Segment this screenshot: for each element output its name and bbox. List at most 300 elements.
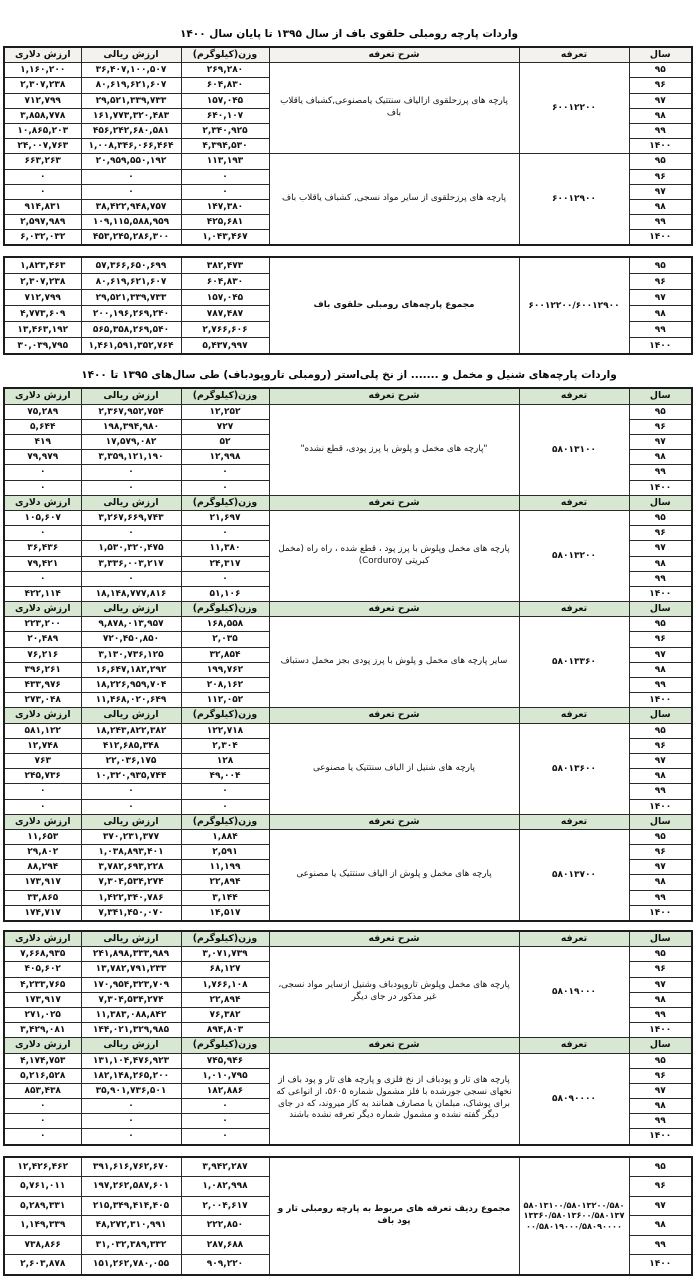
column-header-tariff: تعرفه <box>519 495 629 510</box>
rial-value-cell: ۱۷,۵۷۹,۰۸۲ <box>81 435 181 450</box>
year-cell: ۱۴۰۰ <box>629 799 692 814</box>
rial-value-cell: ۴۱۲,۶۸۵,۳۴۸ <box>81 738 181 753</box>
weight-kg-cell: ۹۰۹,۲۲۰ <box>181 1255 269 1275</box>
rial-value-cell: ۲۹,۵۲۱,۳۳۹,۷۳۳ <box>81 290 181 306</box>
tariff-code-cell: ۶۰۰۱۲۲۰۰/۶۰۰۱۲۹۰۰ <box>519 257 629 354</box>
year-cell: ۱۴۰۰ <box>629 586 692 601</box>
weight-kg-cell: ۶۸,۱۲۷ <box>181 962 269 977</box>
year-cell: ۹۹ <box>629 784 692 799</box>
rial-value-cell: ۲۰,۹۵۹,۵۵۰,۱۹۲ <box>81 154 181 169</box>
year-cell: ۹۹ <box>629 322 692 338</box>
dollar-value-cell: ۲,۵۹۷,۹۸۹ <box>4 215 81 230</box>
rial-value-cell: ۷,۳۰۴,۵۳۴,۲۷۴ <box>81 992 181 1007</box>
weight-kg-cell: ۲۲,۸۹۴ <box>181 875 269 890</box>
dollar-value-cell: ۴۱۹ <box>4 435 81 450</box>
column-header-desc: شرح تعرفه <box>269 814 519 829</box>
dollar-value-cell: ۰ <box>4 784 81 799</box>
year-cell: ۹۶ <box>629 78 692 93</box>
weight-kg-cell: ۲,۷۶۶,۶۰۶ <box>181 322 269 338</box>
spacer <box>5 922 693 930</box>
weight-kg-cell: ۰ <box>181 784 269 799</box>
weight-kg-cell: ۰ <box>181 1114 269 1129</box>
weight-kg-cell: ۰ <box>181 571 269 586</box>
year-cell: ۹۵ <box>629 617 692 632</box>
column-header-desc: شرح تعرفه <box>269 708 519 723</box>
weight-kg-cell: ۴,۳۹۴,۵۳۰ <box>181 139 269 154</box>
weight-kg-cell: ۰ <box>181 799 269 814</box>
rial-value-cell: ۲۹,۵۲۱,۳۳۹,۷۳۳ <box>81 93 181 108</box>
table1-knitted-fabrics <box>3 46 693 246</box>
year-cell: ۱۴۰۰ <box>629 480 692 495</box>
year-cell: ۹۷ <box>629 753 692 768</box>
dollar-value-cell: ۲۴۵,۷۳۶ <box>4 769 81 784</box>
rial-value-cell: ۱۵۱,۲۶۲,۷۸۰,۰۵۵ <box>81 1255 181 1275</box>
column-header-year: سال <box>629 1038 692 1053</box>
year-cell: ۹۸ <box>629 450 692 465</box>
dollar-value-cell: ۲۷۱,۰۲۵ <box>4 1007 81 1022</box>
column-header-desc: شرح تعرفه <box>269 602 519 617</box>
tariff-code-cell: ۶۰۰۱۲۹۰۰ <box>519 154 629 246</box>
year-cell: ۹۵ <box>629 404 692 419</box>
weight-kg-cell: ۵,۴۳۷,۹۹۷ <box>181 338 269 355</box>
weight-kg-cell: ۳۲,۸۵۴ <box>181 647 269 662</box>
weight-kg-cell: ۰ <box>181 526 269 541</box>
rial-value-cell: ۳۶,۴۰۷,۱۰۰,۵۰۷ <box>81 63 181 78</box>
year-cell: ۹۹ <box>629 890 692 905</box>
weight-kg-cell: ۱,۷۶۶,۱۰۸ <box>181 977 269 992</box>
weight-kg-cell: ۱۱۲,۰۵۲ <box>181 693 269 708</box>
dollar-value-cell: ۱۰,۸۶۵,۲۰۳ <box>4 123 81 138</box>
rial-value-cell: ۱,۰۳۸,۸۹۳,۴۰۱ <box>81 845 181 860</box>
table-row <box>4 154 692 169</box>
weight-kg-cell: ۱۵۷,۰۴۵ <box>181 93 269 108</box>
rial-value-cell: ۲۴۱,۸۹۸,۳۳۳,۹۸۹ <box>81 947 181 962</box>
column-header-tariff: تعرفه <box>519 47 629 63</box>
dollar-value-cell: ۴۳۳,۹۷۶ <box>4 678 81 693</box>
dollar-value-cell: ۵,۶۴۴ <box>4 419 81 434</box>
weight-kg-cell: ۸۹۴,۸۰۳ <box>181 1023 269 1038</box>
weight-kg-cell: ۳,۹۴۲,۲۸۷ <box>181 1157 269 1177</box>
year-cell: ۹۹ <box>629 678 692 693</box>
tariff-code-cell: ۵۸۰۱۳۶۰۰ <box>519 723 629 814</box>
weight-kg-cell: ۱۱۳,۱۹۳ <box>181 154 269 169</box>
weight-kg-cell: ۰ <box>181 465 269 480</box>
rial-value-cell: ۱,۰۰۸,۳۴۶,۰۶۶,۴۶۴ <box>81 139 181 154</box>
year-cell: ۹۵ <box>629 829 692 844</box>
column-header-dollar: ارزش دلاری <box>4 708 81 723</box>
dollar-value-cell: ۲۴,۰۰۷,۷۶۳ <box>4 139 81 154</box>
year-cell: ۹۷ <box>629 1083 692 1098</box>
dollar-value-cell: ۷۶۳ <box>4 753 81 768</box>
year-cell: ۹۸ <box>629 662 692 677</box>
dollar-value-cell: ۱,۱۴۹,۳۳۹ <box>4 1216 81 1236</box>
weight-kg-cell: ۴۲۵,۶۸۱ <box>181 215 269 230</box>
year-cell: ۹۹ <box>629 465 692 480</box>
column-header-row <box>4 1038 692 1053</box>
column-header-year: سال <box>629 495 692 510</box>
dollar-value-cell: ۷۵,۲۸۹ <box>4 404 81 419</box>
tariff-description-cell: مجموع پارچه‌های رومبلی حلقوی باف <box>269 257 519 354</box>
rial-value-cell: ۵۶۵,۳۵۸,۲۶۹,۵۴۰ <box>81 322 181 338</box>
dollar-value-cell: ۴,۷۷۳,۶۰۹ <box>4 306 81 322</box>
dollar-value-cell: ۴۰۵,۶۰۲ <box>4 962 81 977</box>
rial-value-cell: ۳۵,۹۰۱,۷۳۶,۵۰۱ <box>81 1083 181 1098</box>
year-cell: ۹۷ <box>629 860 692 875</box>
year-cell: ۹۷ <box>629 435 692 450</box>
column-header-rial: ارزش ریالی <box>81 814 181 829</box>
dollar-value-cell: ۱۷۳,۹۱۷ <box>4 875 81 890</box>
year-cell: ۱۴۰۰ <box>629 1255 692 1275</box>
column-header-dollar: ارزش دلاری <box>4 1038 81 1053</box>
column-header-rial: ارزش ریالی <box>81 931 181 947</box>
rial-value-cell: ۳,۷۸۲,۶۹۳,۲۲۸ <box>81 860 181 875</box>
year-cell: ۹۷ <box>629 93 692 108</box>
column-header-year: سال <box>629 931 692 947</box>
year-cell: ۱۴۰۰ <box>629 1129 692 1145</box>
table-row <box>4 829 692 844</box>
dollar-value-cell: ۱,۱۶۰,۲۰۰ <box>4 63 81 78</box>
year-cell: ۹۷ <box>629 647 692 662</box>
year-cell: ۹۸ <box>629 108 692 123</box>
dollar-value-cell: ۴۲۲,۱۱۴ <box>4 586 81 601</box>
year-cell: ۹۶ <box>629 169 692 184</box>
column-header-dollar: ارزش دلاری <box>4 602 81 617</box>
column-header-row <box>4 814 692 829</box>
dollar-value-cell: ۸۵۳,۴۳۸ <box>4 1083 81 1098</box>
year-cell: ۱۴۰۰ <box>629 905 692 921</box>
table2-woven-fabrics-part2 <box>3 930 693 1146</box>
rial-value-cell: ۱,۴۲۲,۳۴۰,۷۸۶ <box>81 890 181 905</box>
rial-value-cell: ۱۷۰,۹۵۴,۳۲۳,۷۰۹ <box>81 977 181 992</box>
weight-kg-cell: ۱۴,۵۱۷ <box>181 905 269 921</box>
table-row <box>4 510 692 525</box>
weight-kg-cell: ۱۲۸ <box>181 753 269 768</box>
rial-value-cell: ۱۹۸,۳۹۴,۹۸۰ <box>81 419 181 434</box>
weight-kg-cell: ۱۶۸,۵۵۸ <box>181 617 269 632</box>
year-cell: ۱۴۰۰ <box>629 693 692 708</box>
weight-kg-cell: ۲۱,۶۹۷ <box>181 510 269 525</box>
column-header-row <box>4 708 692 723</box>
dollar-value-cell: ۲۲۳,۲۰۰ <box>4 617 81 632</box>
weight-kg-cell: ۰ <box>181 169 269 184</box>
weight-kg-cell: ۱,۰۸۲,۹۹۸ <box>181 1177 269 1197</box>
weight-kg-cell: ۱۲,۹۹۸ <box>181 450 269 465</box>
table-row <box>4 63 692 78</box>
dollar-value-cell: ۶۶۳,۲۶۳ <box>4 154 81 169</box>
year-cell: ۹۵ <box>629 723 692 738</box>
dollar-value-cell: ۵۸۱,۱۲۲ <box>4 723 81 738</box>
dollar-value-cell: ۷۳۸,۸۶۶ <box>4 1235 81 1255</box>
column-header-weight: وزن(کیلوگرم) <box>181 814 269 829</box>
tariff-description-cell: مجموع ردیف تعرفه های مربوط به پارچه رومبلی تار و پود باف <box>269 1157 519 1275</box>
year-cell: ۹۶ <box>629 419 692 434</box>
rial-value-cell: ۳۹۱,۶۱۶,۷۶۲,۶۷۰ <box>81 1157 181 1177</box>
weight-kg-cell: ۲,۰۳۵ <box>181 632 269 647</box>
rial-value-cell: ۲۰۰,۱۹۶,۲۶۹,۲۴۰ <box>81 306 181 322</box>
rial-value-cell: ۱۹۷,۲۶۲,۵۸۷,۶۰۱ <box>81 1177 181 1197</box>
dollar-value-cell: ۰ <box>4 571 81 586</box>
rial-value-cell: ۰ <box>81 571 181 586</box>
column-header-desc: شرح تعرفه <box>269 495 519 510</box>
dollar-value-cell: ۱۷۴,۷۱۷ <box>4 905 81 921</box>
column-header-tariff: تعرفه <box>519 814 629 829</box>
column-header-tariff: تعرفه <box>519 931 629 947</box>
rial-value-cell: ۱,۵۳۰,۳۲۰,۴۷۵ <box>81 541 181 556</box>
rial-value-cell: ۳,۱۳۰,۷۳۶,۱۲۵ <box>81 647 181 662</box>
dollar-value-cell: ۱۳,۴۶۳,۱۹۲ <box>4 322 81 338</box>
year-cell: ۹۶ <box>629 274 692 290</box>
rial-value-cell: ۴۵۳,۲۴۵,۲۸۶,۳۰۰ <box>81 230 181 246</box>
rial-value-cell: ۲۲,۰۳۶,۱۷۵ <box>81 753 181 768</box>
column-header-row <box>4 47 692 63</box>
year-cell: ۹۵ <box>629 154 692 169</box>
dollar-value-cell: ۰ <box>4 799 81 814</box>
year-cell: ۹۹ <box>629 1007 692 1022</box>
column-header-rial: ارزش ریالی <box>81 495 181 510</box>
weight-kg-cell: ۱۴۷,۳۸۰ <box>181 199 269 214</box>
table-row <box>4 723 692 738</box>
rial-value-cell: ۳۷۰,۲۳۱,۳۷۷ <box>81 829 181 844</box>
dollar-value-cell: ۳,۴۲۹,۰۸۱ <box>4 1023 81 1038</box>
weight-kg-cell: ۰ <box>181 184 269 199</box>
weight-kg-cell: ۴۹,۰۰۴ <box>181 769 269 784</box>
weight-kg-cell: ۰ <box>181 480 269 495</box>
tariff-description-cell: پارچه های تار و پودباف از نخ فلزی و پارچه های تار و پود باف از نخهای نسجی جورشده با فلز مشمول شماره ۵۶۰۵، از انواعی که برای پوشاک، مبلمان یا مصارف همانند به کار میروند، که در جای دیگر گفته نشده و مشمول شماره دیگر تعرفه نشده باشند <box>269 1053 519 1145</box>
weight-kg-cell: ۷۴۵,۹۴۶ <box>181 1053 269 1068</box>
table2-summary <box>3 1156 693 1276</box>
column-header-row <box>4 602 692 617</box>
year-cell: ۹۸ <box>629 1099 692 1114</box>
rial-value-cell: ۲,۳۶۷,۹۵۲,۷۵۴ <box>81 404 181 419</box>
year-cell: ۹۸ <box>629 769 692 784</box>
weight-kg-cell: ۲۸۷,۶۸۸ <box>181 1235 269 1255</box>
tariff-description-cell: پارچه های مخمل و پلوش از الیاف سنتتیک یا مصنوعی <box>269 829 519 921</box>
year-cell: ۱۴۰۰ <box>629 230 692 246</box>
table2-woven-fabrics-part1 <box>3 387 693 922</box>
rial-value-cell: ۰ <box>81 480 181 495</box>
weight-kg-cell: ۱,۸۸۴ <box>181 829 269 844</box>
table1-title: واردات پارچه رومبلی حلقوی باف از سال ۱۳۹۵ تا پایان سال ۱۴۰۰ <box>179 28 519 40</box>
rial-value-cell: ۰ <box>81 1099 181 1114</box>
dollar-value-cell: ۷۱۲,۷۹۹ <box>4 290 81 306</box>
weight-kg-cell: ۲۲۲,۸۵۰ <box>181 1216 269 1236</box>
column-header-rial: ارزش ریالی <box>81 47 181 63</box>
rial-value-cell: ۱۸,۲۲۶,۹۵۹,۷۰۴ <box>81 678 181 693</box>
column-header-rial: ارزش ریالی <box>81 708 181 723</box>
weight-kg-cell: ۱۲۲,۷۱۸ <box>181 723 269 738</box>
tariff-code-cell: ۵۸۰۱۳۲۰۰ <box>519 510 629 601</box>
year-cell: ۹۶ <box>629 962 692 977</box>
dollar-value-cell: ۷۹,۴۲۱ <box>4 556 81 571</box>
rial-value-cell: ۳,۲۶۷,۶۶۹,۷۴۳ <box>81 510 181 525</box>
weight-kg-cell: ۱۵۷,۰۴۵ <box>181 290 269 306</box>
column-header-tariff: تعرفه <box>519 602 629 617</box>
weight-kg-cell: ۱۲,۲۵۲ <box>181 404 269 419</box>
column-header-weight: وزن(کیلوگرم) <box>181 47 269 63</box>
weight-kg-cell: ۱,۰۱۰,۷۹۵ <box>181 1068 269 1083</box>
dollar-value-cell: ۲,۳۰۷,۲۳۸ <box>4 78 81 93</box>
dollar-value-cell: ۲,۳۰۷,۲۳۸ <box>4 274 81 290</box>
weight-kg-cell: ۲۴,۳۱۷ <box>181 556 269 571</box>
dollar-value-cell: ۴,۱۷۴,۷۵۳ <box>4 1053 81 1068</box>
rial-value-cell: ۱۸,۱۴۸,۷۷۷,۸۱۶ <box>81 586 181 601</box>
column-header-desc: شرح تعرفه <box>269 931 519 947</box>
table-row <box>4 617 692 632</box>
dollar-value-cell: ۶,۰۳۲,۰۳۲ <box>4 230 81 246</box>
year-cell: ۹۵ <box>629 1157 692 1177</box>
column-header-weight: وزن(کیلوگرم) <box>181 1038 269 1053</box>
column-header-desc: شرح تعرفه <box>269 1038 519 1053</box>
weight-kg-cell: ۱۱,۱۹۹ <box>181 860 269 875</box>
rial-value-cell: ۳۱,۰۳۲,۳۸۹,۳۳۲ <box>81 1235 181 1255</box>
weight-kg-cell: ۲۲,۸۹۴ <box>181 992 269 1007</box>
dollar-value-cell: ۲۷۳,۰۴۸ <box>4 693 81 708</box>
weight-kg-cell: ۷۸۷,۴۸۷ <box>181 306 269 322</box>
column-header-dollar: ارزش دلاری <box>4 495 81 510</box>
rial-value-cell: ۷,۳۴۱,۴۵۰,۰۷۰ <box>81 905 181 921</box>
column-header-tariff: تعرفه <box>519 708 629 723</box>
rial-value-cell: ۳۸,۴۲۲,۹۴۸,۷۵۷ <box>81 199 181 214</box>
rial-value-cell: ۸۰,۶۱۹,۶۲۱,۶۰۷ <box>81 274 181 290</box>
year-cell: ۹۸ <box>629 875 692 890</box>
column-header-year: سال <box>629 388 692 404</box>
dollar-value-cell: ۹۱۴,۸۳۱ <box>4 199 81 214</box>
year-cell: ۹۵ <box>629 257 692 274</box>
weight-kg-cell: ۱۹۹,۷۶۲ <box>181 662 269 677</box>
year-cell: ۹۷ <box>629 977 692 992</box>
dollar-value-cell: ۰ <box>4 1099 81 1114</box>
year-cell: ۹۷ <box>629 541 692 556</box>
weight-kg-cell: ۳۸۲,۴۷۳ <box>181 257 269 274</box>
table-row <box>4 1157 692 1177</box>
rial-value-cell: ۹,۸۷۸,۰۱۳,۹۵۷ <box>81 617 181 632</box>
column-header-row <box>4 931 692 947</box>
rial-value-cell: ۱۰۹,۱۱۵,۵۸۸,۹۵۹ <box>81 215 181 230</box>
rial-value-cell: ۱۸۲,۱۴۸,۲۶۵,۲۰۰ <box>81 1068 181 1083</box>
table-row <box>4 1053 692 1068</box>
rial-value-cell: ۰ <box>81 1129 181 1145</box>
year-cell: ۹۹ <box>629 571 692 586</box>
year-cell: ۹۶ <box>629 632 692 647</box>
rial-value-cell: ۰ <box>81 169 181 184</box>
dollar-value-cell: ۵,۲۱۶,۵۲۸ <box>4 1068 81 1083</box>
column-header-weight: وزن(کیلوگرم) <box>181 708 269 723</box>
tariff-description-cell: پارچه های پرزحلقوی ازالیاف سنتتیک یامصنوعی,کشباف یاقلاب باف <box>269 63 519 154</box>
year-cell: ۱۴۰۰ <box>629 1023 692 1038</box>
weight-kg-cell: ۷۶,۳۸۲ <box>181 1007 269 1022</box>
column-header-rial: ارزش ریالی <box>81 1038 181 1053</box>
dollar-value-cell: ۴,۲۳۳,۷۶۵ <box>4 977 81 992</box>
dollar-value-cell: ۸۸,۲۹۴ <box>4 860 81 875</box>
rial-value-cell: ۱۰,۳۲۰,۹۳۵,۷۴۴ <box>81 769 181 784</box>
weight-kg-cell: ۱,۰۴۳,۴۶۷ <box>181 230 269 246</box>
dollar-value-cell: ۷۱۲,۷۹۹ <box>4 93 81 108</box>
weight-kg-cell: ۲۶۹,۲۸۰ <box>181 63 269 78</box>
table2-title: واردات پارچه‌های شنیل و مخمل و ....... از نخ پلی‌استر (رومبلی تاروپودباف) طی سال‌های ۱۳۹۵ تا ۱۴۰۰ <box>81 369 617 382</box>
dollar-value-cell: ۰ <box>4 169 81 184</box>
rial-value-cell: ۱۱,۴۶۸,۰۲۰,۶۴۹ <box>81 693 181 708</box>
year-cell: ۱۴۰۰ <box>629 139 692 154</box>
rial-value-cell: ۴۸,۲۷۲,۳۱۰,۹۹۱ <box>81 1216 181 1236</box>
year-cell: ۹۸ <box>629 199 692 214</box>
weight-kg-cell: ۲,۳۴۰,۹۲۵ <box>181 123 269 138</box>
weight-kg-cell: ۱۱,۳۸۰ <box>181 541 269 556</box>
tariff-code-cell: ۵۸۰۱۳۳۶۰ <box>519 617 629 708</box>
tariff-description-cell: پارچه های پرزحلقوی از سایر مواد نسجی, کشباف یاقلاب باف <box>269 154 519 246</box>
year-cell: ۹۶ <box>629 526 692 541</box>
dollar-value-cell: ۳۶,۴۳۶ <box>4 541 81 556</box>
spacer <box>5 246 693 256</box>
rial-value-cell: ۵۷,۳۶۶,۶۵۰,۶۹۹ <box>81 257 181 274</box>
dollar-value-cell: ۱,۸۲۳,۴۶۳ <box>4 257 81 274</box>
weight-kg-cell: ۳,۱۴۴ <box>181 890 269 905</box>
rial-value-cell: ۰ <box>81 799 181 814</box>
column-header-row <box>4 495 692 510</box>
weight-kg-cell: ۶۰۴,۸۳۰ <box>181 274 269 290</box>
rial-value-cell: ۱۶,۶۴۷,۱۸۲,۲۹۲ <box>81 662 181 677</box>
dollar-value-cell: ۰ <box>4 480 81 495</box>
tariff-code-cell: ۵۸۰۹۰۰۰۰ <box>519 1053 629 1145</box>
column-header-desc: شرح تعرفه <box>269 388 519 404</box>
dollar-value-cell: ۱۱,۶۵۳ <box>4 829 81 844</box>
rial-value-cell: ۰ <box>81 1114 181 1129</box>
rial-value-cell: ۱۳,۷۸۲,۷۹۱,۲۳۳ <box>81 962 181 977</box>
year-cell: ۹۵ <box>629 510 692 525</box>
column-header-year: سال <box>629 47 692 63</box>
rial-value-cell: ۰ <box>81 184 181 199</box>
column-header-year: سال <box>629 602 692 617</box>
column-header-weight: وزن(کیلوگرم) <box>181 495 269 510</box>
rial-value-cell: ۲۱۵,۳۴۹,۴۱۴,۴۰۵ <box>81 1196 181 1216</box>
rial-value-cell: ۳,۳۵۹,۱۲۱,۱۹۰ <box>81 450 181 465</box>
year-cell: ۹۷ <box>629 184 692 199</box>
column-header-rial: ارزش ریالی <box>81 388 181 404</box>
dollar-value-cell: ۰ <box>4 1129 81 1145</box>
rial-value-cell: ۴۵۶,۲۴۲,۶۸۰,۵۸۱ <box>81 123 181 138</box>
column-header-dollar: ارزش دلاری <box>4 931 81 947</box>
year-cell: ۹۸ <box>629 556 692 571</box>
dollar-value-cell: ۳۳,۸۶۵ <box>4 890 81 905</box>
weight-kg-cell: ۲۰۸,۱۶۲ <box>181 678 269 693</box>
column-header-desc: شرح تعرفه <box>269 47 519 63</box>
year-cell: ۹۵ <box>629 1053 692 1068</box>
rial-value-cell: ۰ <box>81 784 181 799</box>
year-cell: ۹۹ <box>629 1235 692 1255</box>
weight-kg-cell: ۲,۵۹۱ <box>181 845 269 860</box>
weight-kg-cell: ۰ <box>181 1099 269 1114</box>
weight-kg-cell: ۲,۰۰۴,۶۱۷ <box>181 1196 269 1216</box>
weight-kg-cell: ۵۱,۱۰۶ <box>181 586 269 601</box>
dollar-value-cell: ۳,۸۵۸,۷۷۸ <box>4 108 81 123</box>
year-cell: ۹۵ <box>629 947 692 962</box>
weight-kg-cell: ۰ <box>181 1129 269 1145</box>
dollar-value-cell: ۲۹,۸۰۲ <box>4 845 81 860</box>
dollar-value-cell: ۷۹,۹۷۹ <box>4 450 81 465</box>
weight-kg-cell: ۲,۳۰۴ <box>181 738 269 753</box>
dollar-value-cell: ۳۹۶,۲۶۱ <box>4 662 81 677</box>
column-header-rial: ارزش ریالی <box>81 602 181 617</box>
year-cell: ۹۹ <box>629 215 692 230</box>
dollar-value-cell: ۰ <box>4 465 81 480</box>
rial-value-cell: ۰ <box>81 526 181 541</box>
rial-value-cell: ۱۶۱,۷۷۳,۳۲۰,۴۸۳ <box>81 108 181 123</box>
weight-kg-cell: ۶۰۴,۸۳۰ <box>181 78 269 93</box>
dollar-value-cell: ۷۶,۲۱۶ <box>4 647 81 662</box>
tariff-description-cell: سایر پارچه های مخمل و پلوش با پرز پودی بجز مخمل دستباف <box>269 617 519 708</box>
column-header-dollar: ارزش دلاری <box>4 47 81 63</box>
column-header-dollar: ارزش دلاری <box>4 814 81 829</box>
year-cell: ۹۵ <box>629 63 692 78</box>
